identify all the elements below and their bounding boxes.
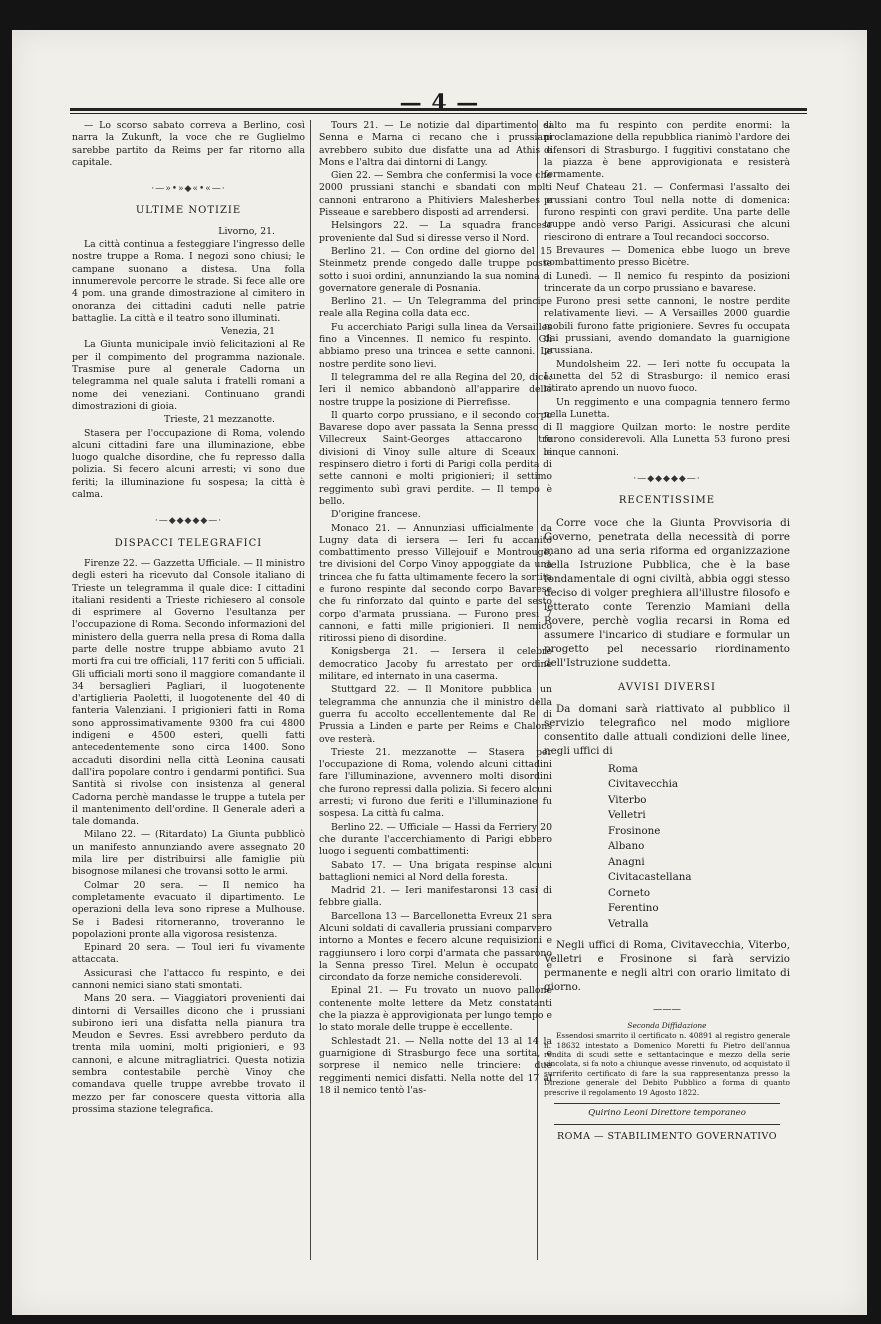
article-paragraph: La città continua a festeggiare l'ingresso delle nostre truppe a Roma. I negozi sono chiusi; le campane suonano a distesa. Una folla innumerevole percorre le strade. Si fece alle ore 4 pom. una grande dimostrazione al cimitero in onoranza dei cittadini caduti nelle patrie battaglie. La città e il teatro sono illuminati. (72, 239, 305, 324)
article-paragraph: Tours 21. — Le notizie dal dipartimento di Senna e Marna ci recano che i prussiani avrebbero subito due disfatte una ad Athis e Mons e l'altra dai dintorni di Langy. (319, 120, 552, 168)
section-heading: AVVISI DIVERSI (618, 681, 716, 693)
article-paragraph: Il quarto corpo prussiano, e il secondo corpo Bavarese dopo aver passata la Senna presso di Villecreux Saint-Georges attaccarono tre divisioni di Vinoy sulle alture di Sceaux le respinsero dietro i forti di Parigi colla perdita di sette cannoni e molti prigionieri; il settimo reggimento subì gravi perdite. — Il tempo è bello. (319, 409, 552, 507)
article-paragraph: Berlino 22. — Ufficiale — Hassi da Ferriery 20 che durante l'accerchiamento di Parigi ebbero luogo i seguenti combattimenti: (319, 821, 552, 858)
article-paragraph: Assicurasi che l'attacco fu respinto, e dei cannoni nemici siano stati smontati. (72, 967, 305, 991)
article-paragraph: Brevaures — Domenica ebbe luogo un breve combattimento presso Bicètre. (544, 244, 790, 269)
dateline: Trieste, 21 mezzanotte. (164, 414, 275, 426)
rule (554, 1103, 780, 1104)
article-paragraph: — Lo scorso sabato correva a Berlino, così narra la Zukunft, la voce che re Guglielmo sarebbe partito da Reims per far ritorno alla capitale. (72, 120, 305, 168)
article-paragraph: salto ma fu respinto con perdite enormi: la proclamazione della repubblica rianimò l'ardore dei difensori di Strasburgo. I fuggitivi constatano che la piazza è bene approvigionata e resisterà fermamente. (544, 120, 790, 181)
article-paragraph: D'origine francese. (331, 509, 421, 521)
article-paragraph: Mundolsheim 22. — Ieri notte fu occupata la Lunetta del 52 di Strasburgo: il nemico erasi ritirato aprendo un nuovo fuoco. (544, 358, 790, 395)
article-paragraph: Neuf Chateau 21. — Confermasi l'assalto dei prussiani contro Toul nella notte di domenica: furono respinti con gravi perdite. Una parte delle truppe andò verso Parigi. Assicurasi che alcuni riescirono di entrare a Toul recandoci soccorso. (544, 182, 790, 243)
article-paragraph: Barcellona 13 — Barcellonetta Evreux 21 sera Alcuni soldati di cavalleria prussiani comparvero intorno a Montes e fecero alcune requisizioni e raggiunsero i loro corpi d'armata che passarono la Senna presso Tirel. Melun è occupato e circondato da forze nemiche considerevoli. (319, 910, 552, 984)
ornament: ·—◆◆◆◆◆—· (154, 516, 223, 527)
newspaper-page (12, 30, 867, 1315)
article-paragraph: La Giunta municipale inviò felicitazioni al Re per il compimento del programma nazionale. Trasmise pure al generale Cadorna un telegramma nel quale saluta i fratelli romani a nome dei veneziani. Continuano grandi dimostrazioni di gioia. (72, 339, 305, 412)
town-item: Ferentino (608, 902, 659, 915)
article-paragraph: Mans 20 sera. — Viaggiatori provenienti dai dintorni di Versailles dicono che i prussiani subirono ieri una disfatta nella pianura tra Meudon e Sevres. Essi avrebbero perduto da trenta mila uomini, molti prigionieri, e 93 cannoni, e alcune mitragliatrici. Questa notizia sembra contestabile perchè Vinoy che comandava quelle truppe avrebbe trovato il mezzo per far conoscere questa vittoria alla prossima stazione telegrafica. (72, 993, 305, 1115)
town-item: Vetralla (608, 917, 649, 930)
town-item: Corneto (608, 886, 651, 899)
article-paragraph: Epinard 20 sera. — Toul ieri fu vivamente attaccata. (72, 942, 305, 966)
article-paragraph: Helsingors 22. — La squadra francese proveniente dal Sud si diresse verso il Nord. (319, 220, 552, 244)
town-item: Roma (608, 762, 638, 775)
article-paragraph: Il maggiore Quilzan morto: le nostre perdite furono considerevoli. Alla Lunetta 53 furono presi cinque cannoni. (544, 422, 790, 458)
town-item: Civitavecchia (608, 778, 679, 791)
header-rule (70, 108, 807, 114)
town-item: Albano (608, 840, 645, 853)
page-number: — 4 — (399, 90, 480, 116)
column-3 (544, 120, 790, 1270)
column-1 (72, 120, 305, 1270)
article-paragraph: Il telegramma del re alla Regina del 20, dice: Ieri il nemico abbandonò all'apparire delle nostre truppe la posizione di Pierrefisse. (319, 371, 552, 408)
article-paragraph: Stuttgard 22. — Il Monitore pubblica un telegramma che annunzia che il ministro della guerra fu accolto eccellentemente dal Re di Prussia a Linden e parte per Reims e Chalons ove resterà. (319, 684, 552, 745)
town-item: Velletri (608, 809, 646, 822)
article-paragraph: Monaco 21. — Annunziasi ufficialmente da Lugny data di iersera — Ieri fu accanito combattimento presso Villejouif e Montrouge, tre divisioni del Corpo Vinoy appoggiate da una trincea che fu fatta ultimamente fecero la sortita e furono respinte dal secondo corpo Bavarese che fu rinforzato dal quinto e parte del sesto corpo d'armata prussiana. — Furono presi 7 cannoni, e fatti mille prigionieri. Il nemico ritirossi pieno di disordine. (319, 522, 552, 645)
article-paragraph: Firenze 22. — Gazzetta Ufficiale. — Il ministro degli esteri ha ricevuto dal Console italiano di Trieste un telegramma il quale dice: I cittadini italiani residenti a Trieste richiesero al console di esprimere al Governo l'esultanza per l'occupazione di Roma. Secondo informazioni del ministero della guerra nella presa di Roma dalla parte delle nostre truppe abbiamo avuto 21 morti fra cui tre officiali, 117 feriti con 5 ufficiali. Gli ufficiali morti sono il maggiore comandante il 34 bersaglieri Pagliari, il luogotenente d'artiglieria Paoletti, il luogotenente del 40 di fanteria Valenziani. I prigionieri fatti in Roma sono approssimativamente 9300 fra cui 4800 indigeni e 4500 esteri, quelli fatti antecedentemente sono circa 1400. Sono accaduti disordini nella città Leonina causati dall'ira popolare contro i gendarmi pontifici. Sua Santità si rivolse con insistenza al general Cadorna perchè mandasse le truppe a tutela per il mantenimento dell'ordine. Il Generale aderì a tale domanda. (72, 557, 305, 828)
column-2 (319, 120, 552, 1270)
article-paragraph: Berlino 21. — Con ordine del giorno del 15 Steinmetz prende congedo dalle truppe poste sotto i suoi ordini, annunziando la sua nomina di governatore generale di Posnania. (319, 245, 552, 294)
article-paragraph: Trieste 21. mezzanotte — Stasera per l'occupazione di Roma, volendo alcuni cittadini fare l'illuminazione, avvennero molti disordini che furono repressi dalla polizia. Si fecero alcuni arresti; vi furono due feriti e l'illuminazione fu sospesa. La città fu calma. (319, 746, 552, 820)
section-heading: ULTIME NOTIZIE (135, 205, 242, 217)
rule (554, 1124, 780, 1125)
notice-paragraph: Da domani sarà riattivato al pubblico il servizio telegrafico nel modo migliore consentito dalle attuali condizioni delle linee, negli uffici di (544, 702, 790, 757)
article-paragraph: Corre voce che la Giunta Provvisoria di Governo, penetrata della necessità di porre mano ad una seria riforma ed organizzazione della Istruzione Pubblica, che è la base fondamentale di ogni civiltà, abbia oggi stesso deciso di volger preghiera all'illustre filosofo e letterato conte Terenzio Mamiani della Rovere, perchè voglia recarsi in Roma ed assumere l'incarico di studiare e formular un progetto pel necessario riordinamento dell'Istruzione suddetta. (544, 516, 790, 669)
town-item: Civitacastellana (608, 871, 692, 884)
article-paragraph: Gien 22. — Sembra che confermisi la voce che 2000 prussiani stanchi e sbandati con molti cannoni entrarono a Phitiviers Malesherbes e Pisseaue e sarebbero disposti ad arrendersi. (319, 170, 552, 219)
article-paragraph: Konigsberga 21. — Iersera il celebre democratico Jacoby fu arrestato per ordine militare, ed internato in una caserma. (319, 646, 552, 683)
signature: Quirino Leoni Direttore temporaneo (588, 1107, 746, 1118)
town-item: Anagni (608, 855, 645, 868)
dateline: Livorno, 21. (218, 225, 275, 237)
notice-paragraph: Negli uffici di Roma, Civitavecchia, Viterbo, Velletri e Frosinone si farà servizio permanente e negli altri con orario limitato di giorno. (544, 939, 790, 994)
article-paragraph: Lunedì. — Il nemico fu respinto da posizioni trincerate da un corpo prussiano e bavarese. (544, 270, 790, 294)
column-divider (310, 120, 311, 1260)
article-paragraph: Fu accerchiato Parigi sulla linea da Versailles fino a Vincennes. Il nemico fu respinto. Gli abbiamo preso una trincea e sette cannoni. Le nostre perdite sono lievi. (319, 321, 552, 370)
notice-paragraph: Essendosi smarrito il certificato n. 40891 al registro generale n. 18632 intestato a Domenico Moretti fu Pietro dell'annua rendita di scudi sette e settantacinque e mezzo della serie vincolata, si fa noto a chiunque avesse rinvenuto, od acquistato il surriferito certificato di fare la sua rappresentanza presso la Direzione generale del Debito Pubblico a forma di quanto prescrive il regolamento 19 Agosto 1822. (544, 1031, 790, 1097)
article-paragraph: Stasera per l'occupazione di Roma, volendo alcuni cittadini fare una illuminazione, ebbe luogo qualche disordine, che fu represso dalla polizia. Si fecero alcuni arresti; vi sono due feriti; la illuminazione fu sospesa; la città è calma. (72, 427, 305, 501)
town-item: Viterbo (608, 793, 647, 806)
town-item: Frosinone (608, 824, 661, 837)
ornament: ·—»•»◆«•«—· (151, 184, 226, 195)
ornament: ·—◆◆◆◆◆—· (633, 474, 701, 485)
separator: ——— (653, 1004, 681, 1016)
article-paragraph: Schlestadt 21. — Nella notte del 13 al 14 la guarnigione di Strasburgo fece una sortita, e sorprese il nemico nelle trinciere: due reggimenti nemici disfatti. Nella notte del 17 al 18 il nemico tentò l'as- (319, 1035, 552, 1096)
article-paragraph: Sabato 17. — Una brigata respinse alcuni battaglioni nemici al Nord della foresta. (319, 859, 552, 883)
article-paragraph: Furono presi sette cannoni, le nostre perdite relativamente lievi. — A Versailles 2000 guardie mobili furono fatte prigioniere. Sevres fu occupata dai prussiani, avendo domandato la guarnigione prussiana. (544, 296, 790, 357)
article-paragraph: Epinal 21. — Fu trovato un nuovo pallone contenente molte lettere da Metz constatanti che la piazza è approvigionata per lungo tempo e lo stato morale delle truppe è eccellente. (319, 985, 552, 1034)
article-paragraph: Berlino 21. — Un Telegramma del principe reale alla Regina colla data ecc. (319, 296, 552, 320)
section-heading: RECENTISSIME (618, 495, 716, 507)
dateline: Venezia, 21 (220, 326, 275, 338)
article-paragraph: Madrid 21. — Ieri manifestaronsi 13 casi di febbre gialla. (319, 885, 552, 909)
article-paragraph: Colmar 20 sera. — Il nemico ha completamente evacuato il dipartimento. Le operazioni della leva sono riprese a Mulhouse. Se i Badesi ritorneranno, troveranno le popolazioni pronte alla vigorosa resistenza. (72, 879, 305, 940)
notice-title: Seconda Diffidazione (627, 1020, 707, 1030)
article-paragraph: Milano 22. — (Ritardato) La Giunta pubblicò un manifesto annunziando avere assegnato 20 mila lire per distribuirsi alle famiglie più bisognose milanesi che trovansi sotto le armi. (72, 829, 305, 878)
article-paragraph: Un reggimento e una compagnia tennero fermo nella Lunetta. (544, 396, 790, 420)
town-list (608, 762, 790, 933)
section-heading: DISPACCI TELEGRAFICI (114, 537, 263, 549)
imprint: ROMA — STABILIMENTO GOVERNATIVO (556, 1131, 778, 1143)
